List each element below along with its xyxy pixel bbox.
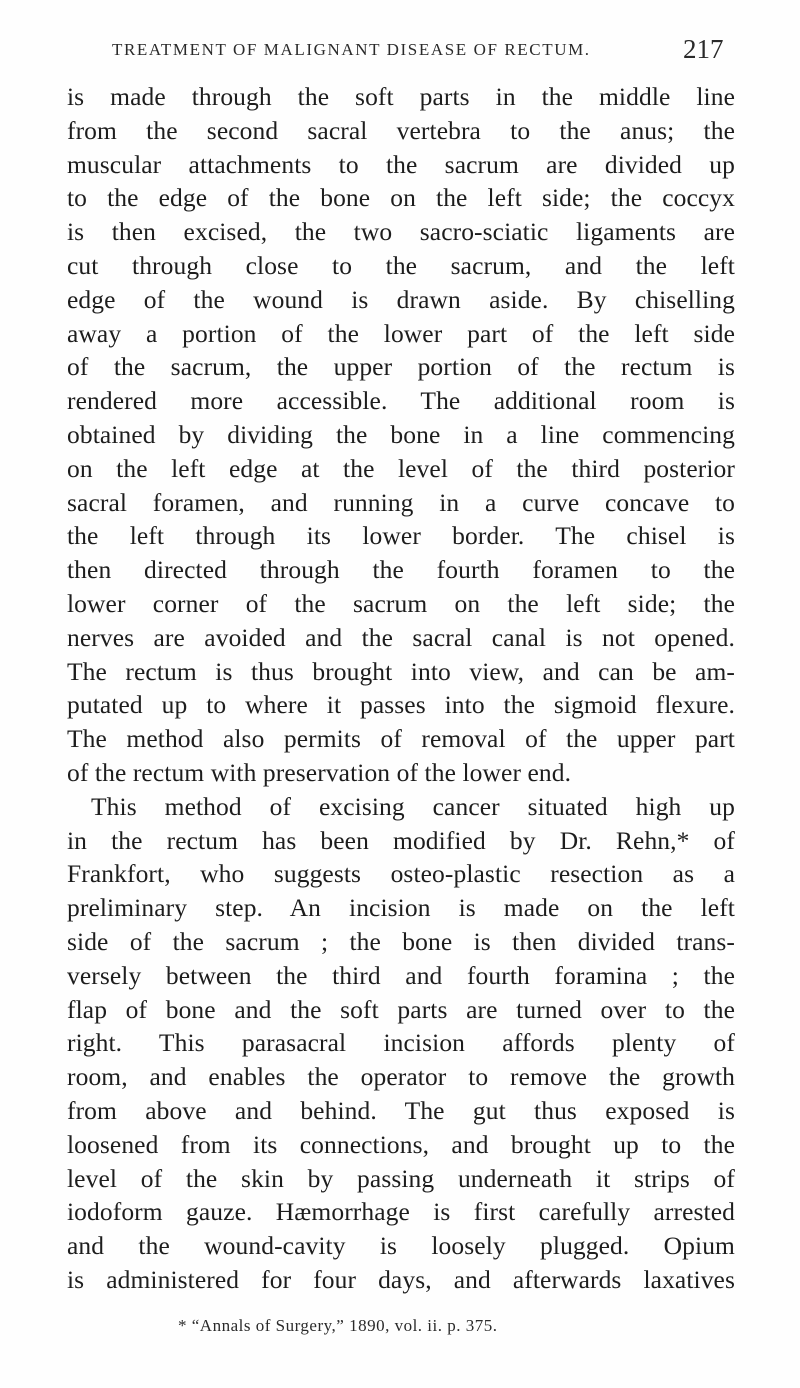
footnote: * “Annals of Surgery,” 1890, vol. ii. p. 375. (178, 1316, 498, 1335)
text-line: the left through its lower border. The chisel is (67, 521, 735, 551)
page-number: 217 (683, 34, 724, 64)
text-line: and the wound-cavity is loosely plugged. Opium (67, 1231, 735, 1261)
text-line: side of the sacrum ; the bone is then divided trans- (67, 926, 735, 956)
text-line: muscular attachments to the sacrum are divided up (67, 149, 735, 179)
text-line: from the second sacral vertebra to the anus; the (67, 115, 735, 145)
text-line: of the sacrum, the upper portion of the rectum is (67, 352, 735, 382)
text-line: level of the skin by passing underneath it strips of (67, 1163, 735, 1193)
text-line: right. This parasacral incision affords plenty of (67, 1028, 735, 1058)
running-head (0, 34, 800, 74)
text-line: preliminary step. An incision is made on the left (67, 893, 735, 923)
text-line: from above and behind. The gut thus exposed is (67, 1095, 735, 1125)
text-line: of the rectum with preservation of the lower end. (67, 757, 572, 787)
text-line: away a portion of the lower part of the left side (67, 318, 735, 348)
text-line: then directed through the fourth foramen to the (67, 555, 735, 585)
text-line: loosened from its connections, and brought up to the (67, 1129, 735, 1159)
text-line: is made through the soft parts in the middle line (67, 82, 735, 111)
text-line: flap of bone and the soft parts are turned over to the (67, 994, 735, 1024)
body-text (67, 80, 735, 1297)
text-line: This method of excising cancer situated high up (91, 791, 735, 821)
text-line: putated up to where it passes into the sigmoid flexure. (67, 690, 735, 720)
text-line: nerves are avoided and the sacral canal is not opened. (67, 622, 735, 652)
text-line: edge of the wound is drawn aside. By chiselling (67, 284, 735, 314)
text-line: rendered more accessible. The additional room is (67, 386, 735, 416)
text-line: room, and enables the operator to remove the growth (67, 1062, 735, 1092)
text-line: The rectum is thus brought into view, and can be am- (67, 656, 735, 686)
running-title: TREATMENT OF MALIGNANT DISEASE OF RECTUM. (112, 40, 591, 59)
text-line: on the left edge at the level of the third posterior (67, 453, 735, 483)
text-line: lower corner of the sacrum on the left side; the (67, 588, 735, 618)
text-line: cut through close to the sacrum, and the left (67, 250, 735, 280)
text-line: versely between the third and fourth foramina ; the (67, 960, 735, 990)
text-line: iodoform gauze. Hæmorrhage is first carefully arrested (67, 1197, 735, 1227)
text-line: obtained by dividing the bone in a line commencing (67, 419, 735, 449)
text-line: to the edge of the bone on the left side; the coccyx (67, 183, 735, 213)
text-line: Frankfort, who suggests osteo-plastic resection as a (67, 859, 735, 889)
text-line: is administered for four days, and afterwards laxatives (67, 1264, 735, 1294)
text-line: in the rectum has been modified by Dr. Rehn,* of (67, 825, 735, 855)
text-line: sacral foramen, and running in a curve concave to (67, 487, 735, 517)
text-line: The method also permits of removal of the upper part (67, 724, 735, 754)
text-line: is then excised, the two sacro-sciatic ligaments are (67, 217, 735, 247)
